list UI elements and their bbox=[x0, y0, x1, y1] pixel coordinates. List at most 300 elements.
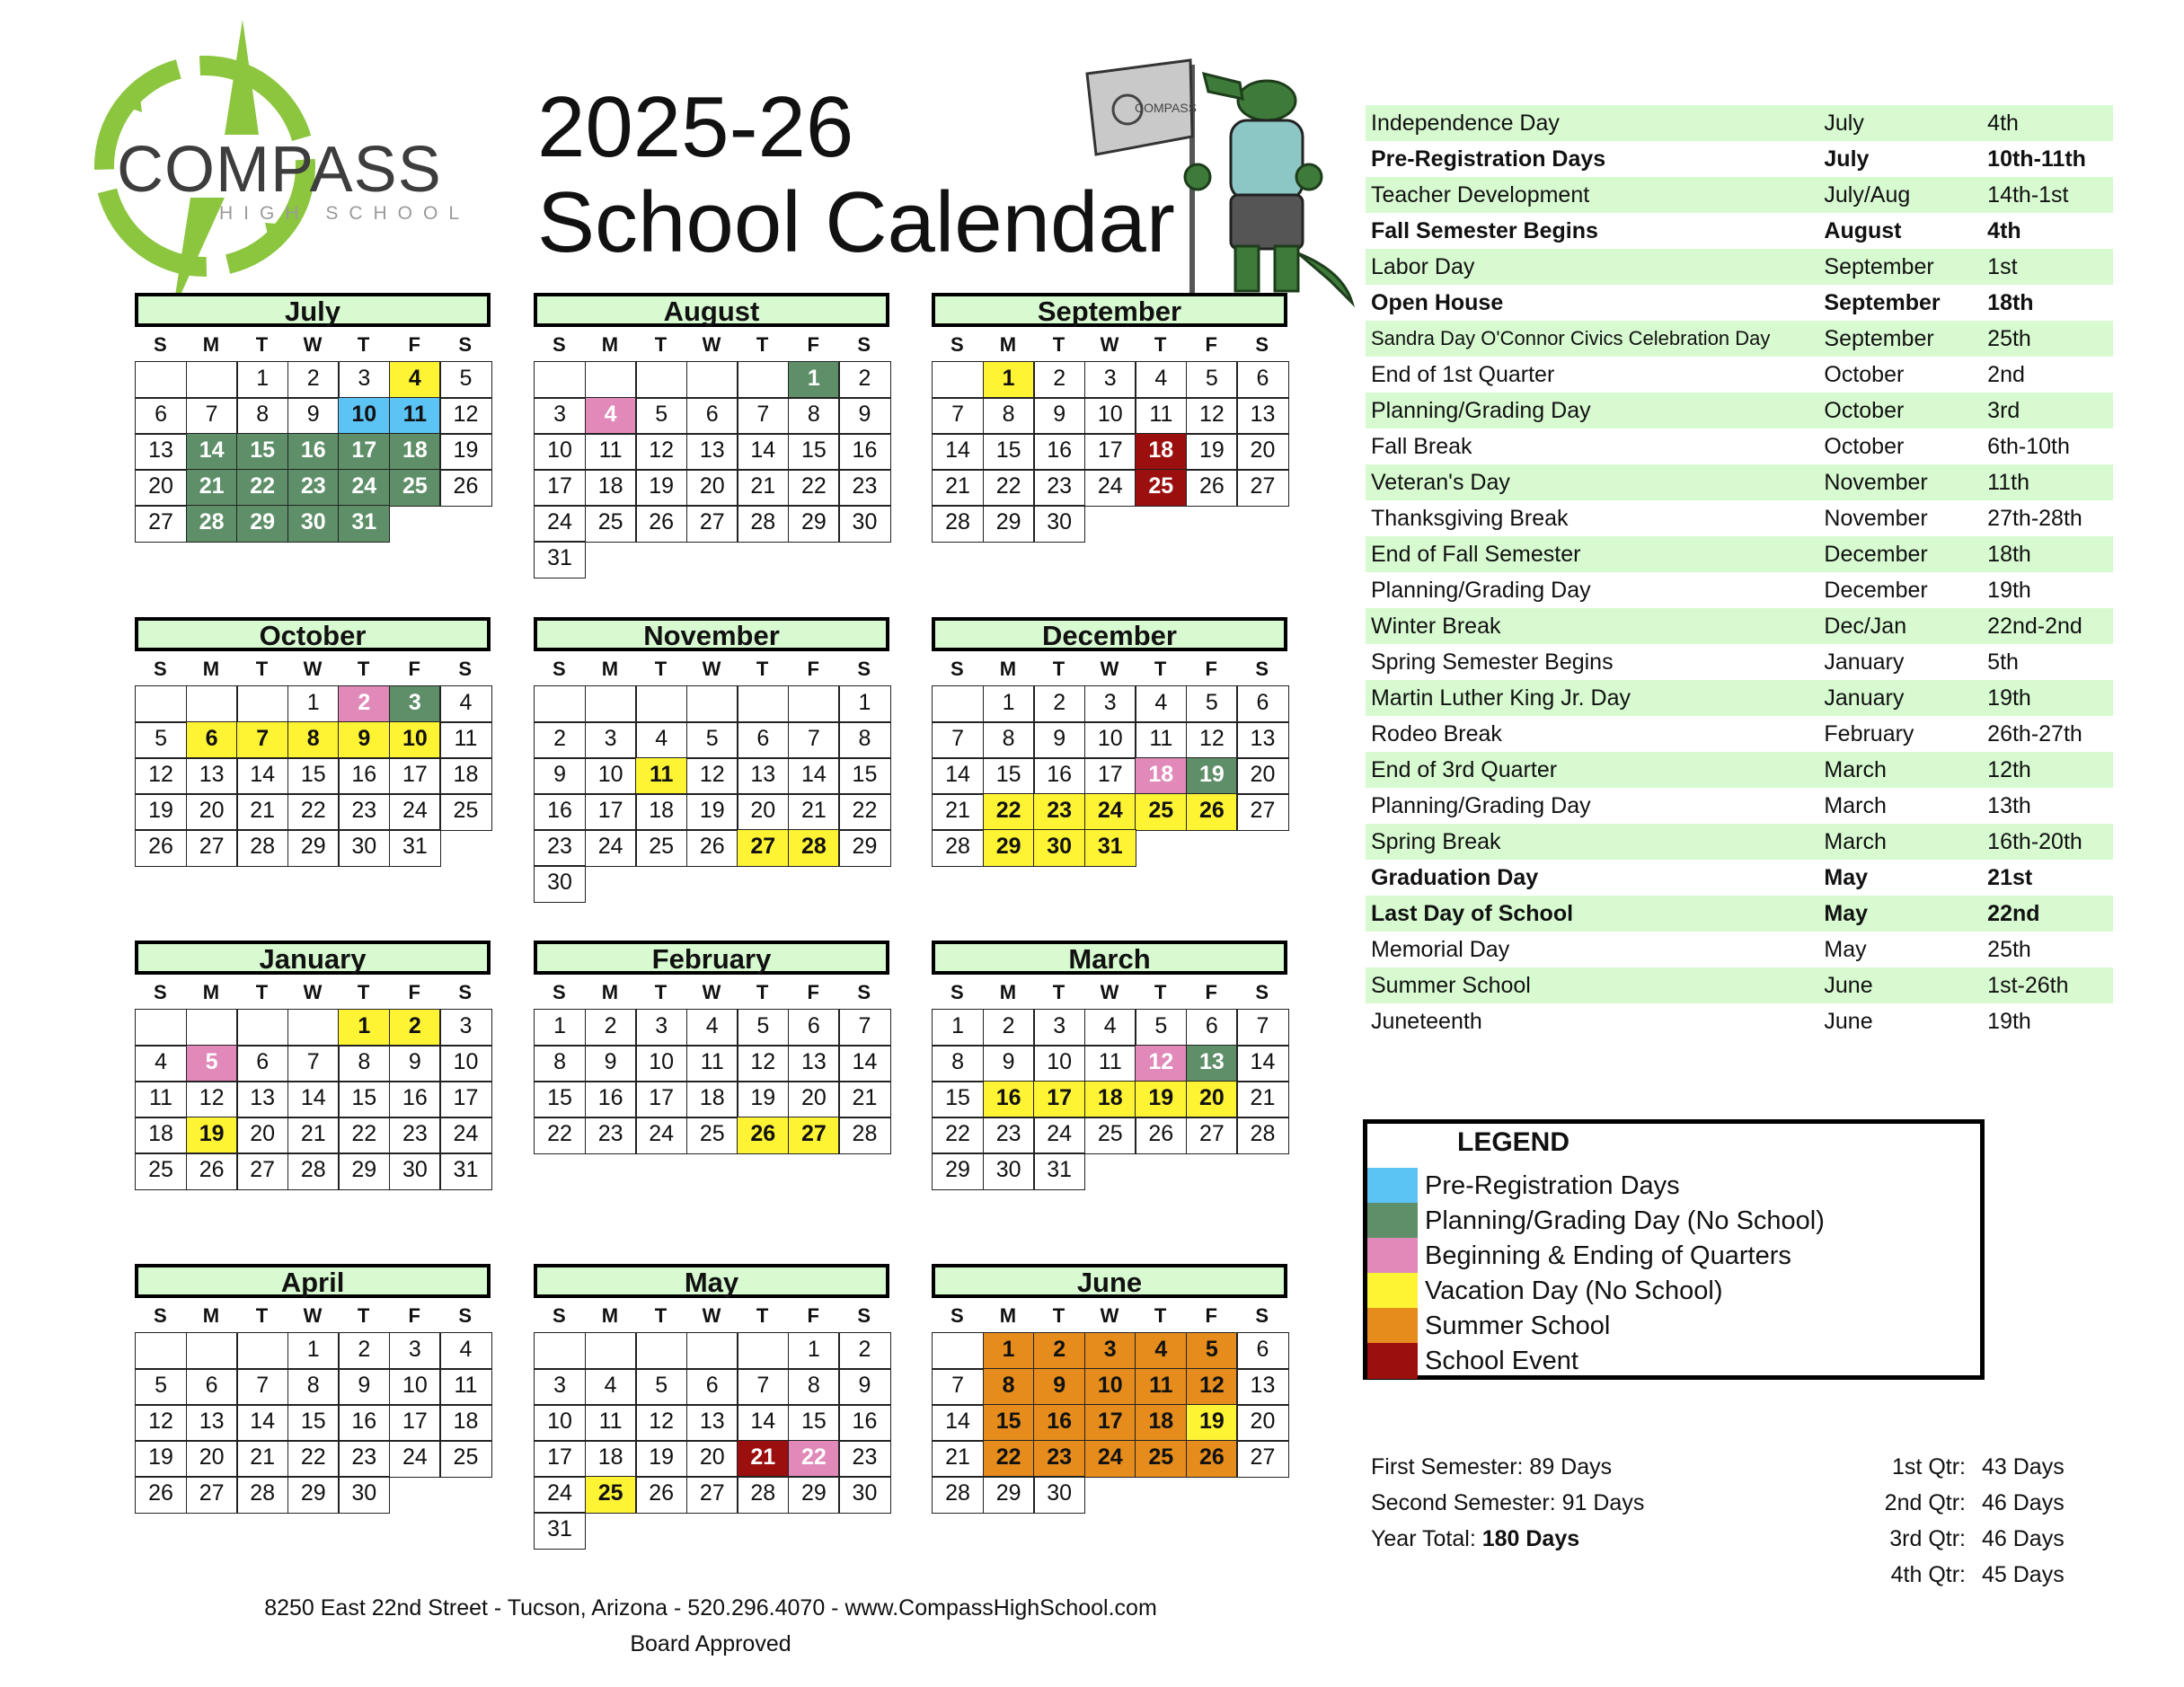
event-row bbox=[1366, 932, 2113, 967]
event-name: Pre-Registration Days bbox=[1371, 146, 1606, 172]
event-row bbox=[1366, 141, 2113, 177]
day-cell: 1 bbox=[788, 361, 840, 399]
calendar-title: School Calendar bbox=[537, 174, 1175, 270]
event-row bbox=[1366, 680, 2113, 716]
day-cell: 10 bbox=[338, 397, 390, 435]
month-header: September bbox=[932, 293, 1287, 327]
event-name: Independence Day bbox=[1371, 110, 1560, 136]
day-cell: 2 bbox=[838, 361, 890, 399]
day-cell: 27 bbox=[1236, 1440, 1288, 1478]
event-date: 25th bbox=[1987, 936, 2031, 962]
weekday-label: S bbox=[458, 1304, 473, 1327]
day-cell: 24 bbox=[534, 1476, 586, 1514]
day-cell: 13 bbox=[1236, 1368, 1288, 1406]
quarter-label: 2nd Qtr: bbox=[1884, 1490, 1966, 1515]
weekday-label: T bbox=[1052, 333, 1065, 356]
day-cell: 24 bbox=[1084, 1440, 1136, 1478]
day-cell: 26 bbox=[635, 1476, 687, 1514]
day-cell: 27 bbox=[1236, 793, 1288, 831]
weekday-label: T bbox=[1154, 981, 1167, 1003]
event-row bbox=[1366, 824, 2113, 860]
event-month: May bbox=[1824, 864, 1869, 890]
day-cell: 25 bbox=[1135, 793, 1187, 831]
day-cell: 2 bbox=[983, 1009, 1035, 1047]
weekday-label: F bbox=[408, 333, 420, 356]
event-row bbox=[1366, 357, 2113, 393]
day-cell: 5 bbox=[1186, 685, 1238, 723]
weekday-label: T bbox=[255, 333, 269, 356]
quarter-label: 1st Qtr: bbox=[1892, 1454, 1966, 1479]
day-cell: 10 bbox=[389, 721, 441, 759]
day-cell: 18 bbox=[439, 1404, 491, 1442]
legend-label: Summer School bbox=[1425, 1311, 1611, 1340]
blank-cell bbox=[236, 1009, 288, 1047]
day-cell: 30 bbox=[1033, 505, 1085, 543]
day-cell: 9 bbox=[338, 1368, 390, 1406]
day-cell: 26 bbox=[737, 1117, 789, 1154]
day-cell: 25 bbox=[1135, 469, 1187, 507]
event-month: July/Aug bbox=[1824, 181, 1911, 208]
legend-item bbox=[1367, 1273, 1723, 1309]
day-cell: 14 bbox=[737, 433, 789, 471]
event-name: End of 1st Quarter bbox=[1371, 361, 1555, 387]
day-cell: 23 bbox=[338, 793, 390, 831]
weekday-row bbox=[932, 976, 1287, 1009]
day-cell: 7 bbox=[932, 1368, 984, 1406]
event-month: March bbox=[1824, 756, 1887, 782]
event-date: 22nd bbox=[1987, 900, 2040, 926]
weekday-label: T bbox=[255, 1304, 269, 1327]
event-month: July bbox=[1824, 146, 1870, 172]
day-cell: 22 bbox=[534, 1117, 586, 1154]
weekday-label: S bbox=[458, 981, 473, 1003]
day-cell: 20 bbox=[236, 1117, 288, 1154]
event-date: 27th-28th bbox=[1987, 505, 2082, 531]
quarter-label: 4th Qtr: bbox=[1890, 1562, 1966, 1587]
event-row bbox=[1366, 716, 2113, 752]
day-cell: 24 bbox=[389, 793, 441, 831]
event-month: November bbox=[1824, 469, 1928, 495]
day-cell: 19 bbox=[635, 1440, 687, 1478]
day-cell: 14 bbox=[287, 1081, 340, 1118]
day-cell: 24 bbox=[439, 1117, 491, 1154]
event-name: Summer School bbox=[1371, 972, 1531, 998]
legend-item bbox=[1367, 1308, 1610, 1344]
legend-label: Vacation Day (No School) bbox=[1425, 1276, 1723, 1305]
day-cell: 29 bbox=[236, 505, 288, 543]
day-cell: 19 bbox=[1186, 757, 1238, 795]
board-approved-note: Board Approved bbox=[630, 1631, 791, 1656]
event-date: 11th bbox=[1987, 469, 2029, 495]
event-row bbox=[1366, 752, 2113, 788]
day-cell: 17 bbox=[534, 469, 586, 507]
day-cell: 9 bbox=[838, 397, 890, 435]
legend-label: Planning/Grading Day (No School) bbox=[1425, 1206, 1825, 1235]
day-cell: 2 bbox=[585, 1009, 637, 1047]
day-cell: 29 bbox=[287, 829, 340, 867]
day-cell: 14 bbox=[186, 433, 238, 471]
day-cell: 21 bbox=[186, 469, 238, 507]
day-cell: 3 bbox=[635, 1009, 687, 1047]
weekday-label: T bbox=[756, 658, 769, 680]
day-cell: 14 bbox=[737, 1404, 789, 1442]
quarter-days-value: 46 Days bbox=[1982, 1490, 2065, 1515]
weekday-label: S bbox=[950, 981, 964, 1003]
day-cell: 28 bbox=[932, 829, 984, 867]
month-header: June bbox=[932, 1264, 1287, 1298]
day-grid bbox=[534, 685, 889, 901]
day-cell: 2 bbox=[389, 1009, 441, 1047]
day-cell: 27 bbox=[1236, 469, 1288, 507]
event-row bbox=[1366, 105, 2113, 141]
weekday-label: S bbox=[458, 658, 473, 680]
day-cell: 13 bbox=[135, 433, 187, 471]
weekday-row bbox=[534, 329, 889, 361]
month-header: August bbox=[534, 293, 889, 327]
day-cell: 20 bbox=[737, 793, 789, 831]
day-cell: 28 bbox=[236, 829, 288, 867]
day-cell: 31 bbox=[338, 505, 390, 543]
blank-cell bbox=[686, 685, 738, 723]
day-cell: 10 bbox=[1084, 721, 1136, 759]
weekday-label: F bbox=[1205, 333, 1217, 356]
day-cell: 17 bbox=[389, 757, 441, 795]
day-cell: 22 bbox=[983, 793, 1035, 831]
legend-label: Beginning & Ending of Quarters bbox=[1425, 1241, 1791, 1270]
day-cell: 7 bbox=[788, 721, 840, 759]
day-cell: 7 bbox=[932, 397, 984, 435]
day-cell: 23 bbox=[983, 1117, 1035, 1154]
event-month: Dec/Jan bbox=[1824, 613, 1907, 639]
day-cell: 14 bbox=[932, 757, 984, 795]
day-cell: 20 bbox=[1236, 433, 1288, 471]
weekday-label: W bbox=[303, 333, 323, 356]
day-cell: 6 bbox=[737, 721, 789, 759]
day-cell: 21 bbox=[287, 1117, 340, 1154]
event-row bbox=[1366, 572, 2113, 608]
day-cell: 16 bbox=[287, 433, 340, 471]
event-month: January bbox=[1824, 685, 1905, 711]
day-cell: 12 bbox=[1135, 1045, 1187, 1082]
day-cell: 30 bbox=[838, 505, 890, 543]
event-row bbox=[1366, 788, 2113, 824]
second-semester-days: Second Semester: 91 Days bbox=[1371, 1490, 1645, 1515]
day-cell: 30 bbox=[389, 1153, 441, 1190]
day-cell: 13 bbox=[186, 757, 238, 795]
day-cell: 11 bbox=[1135, 1368, 1187, 1406]
weekday-label: F bbox=[807, 1304, 819, 1327]
day-cell: 17 bbox=[534, 1440, 586, 1478]
day-cell: 1 bbox=[983, 361, 1035, 399]
blank-cell bbox=[534, 1332, 586, 1370]
month-june bbox=[932, 1264, 1287, 1512]
day-cell: 26 bbox=[1186, 793, 1238, 831]
day-cell: 24 bbox=[1084, 469, 1136, 507]
event-name: Spring Semester Begins bbox=[1371, 649, 1614, 675]
day-cell: 15 bbox=[983, 757, 1035, 795]
day-cell: 9 bbox=[1033, 1368, 1085, 1406]
day-cell: 24 bbox=[635, 1117, 687, 1154]
blank-cell bbox=[236, 685, 288, 723]
day-cell: 6 bbox=[135, 397, 187, 435]
event-date: 13th bbox=[1987, 792, 2031, 818]
day-cell: 22 bbox=[788, 469, 840, 507]
blank-cell bbox=[932, 1332, 984, 1370]
day-grid bbox=[534, 1009, 889, 1153]
day-cell: 19 bbox=[135, 793, 187, 831]
day-cell: 21 bbox=[838, 1081, 890, 1118]
day-cell: 12 bbox=[186, 1081, 238, 1118]
weekday-label: M bbox=[999, 981, 1017, 1003]
day-cell: 25 bbox=[1084, 1117, 1136, 1154]
day-cell: 15 bbox=[236, 433, 288, 471]
day-cell: 12 bbox=[439, 397, 491, 435]
day-grid bbox=[932, 361, 1287, 541]
legend-item bbox=[1367, 1168, 1680, 1204]
day-cell: 5 bbox=[1135, 1009, 1187, 1047]
event-month: May bbox=[1824, 936, 1867, 962]
day-cell: 9 bbox=[534, 757, 586, 795]
day-cell: 10 bbox=[1084, 1368, 1136, 1406]
event-row bbox=[1366, 285, 2113, 321]
weekday-row bbox=[135, 329, 491, 361]
day-cell: 7 bbox=[186, 397, 238, 435]
blank-cell bbox=[534, 361, 586, 399]
day-cell: 13 bbox=[186, 1404, 238, 1442]
day-cell: 10 bbox=[389, 1368, 441, 1406]
month-march bbox=[932, 941, 1287, 1188]
legend-swatch bbox=[1367, 1343, 1418, 1379]
weekday-label: W bbox=[303, 981, 323, 1003]
day-cell: 4 bbox=[389, 361, 441, 399]
day-cell: 9 bbox=[1033, 397, 1085, 435]
weekday-label: T bbox=[255, 658, 269, 680]
day-cell: 8 bbox=[788, 1368, 840, 1406]
logo-wordmark: COMPASS bbox=[117, 134, 442, 206]
day-cell: 22 bbox=[788, 1440, 840, 1478]
legend-swatch bbox=[1367, 1168, 1418, 1204]
event-date: 3rd bbox=[1987, 397, 2020, 423]
weekday-label: S bbox=[857, 981, 871, 1003]
weekday-row bbox=[932, 329, 1287, 361]
day-cell: 20 bbox=[1236, 1404, 1288, 1442]
blank-cell bbox=[135, 1009, 187, 1047]
day-cell: 21 bbox=[236, 793, 288, 831]
day-cell: 27 bbox=[186, 1476, 238, 1514]
event-month: November bbox=[1824, 505, 1928, 531]
day-cell: 5 bbox=[135, 721, 187, 759]
day-cell: 25 bbox=[585, 505, 637, 543]
day-cell: 27 bbox=[686, 1476, 738, 1514]
event-row bbox=[1366, 1003, 2113, 1039]
day-cell: 20 bbox=[186, 1440, 238, 1478]
day-cell: 5 bbox=[186, 1045, 238, 1082]
day-cell: 3 bbox=[534, 1368, 586, 1406]
quarter-days-value: 45 Days bbox=[1982, 1562, 2065, 1587]
event-month: May bbox=[1824, 900, 1869, 926]
day-grid bbox=[932, 1009, 1287, 1188]
event-month: March bbox=[1824, 792, 1887, 818]
day-cell: 1 bbox=[932, 1009, 984, 1047]
event-month: October bbox=[1824, 433, 1905, 459]
day-cell: 15 bbox=[983, 1404, 1035, 1442]
weekday-label: T bbox=[1052, 981, 1065, 1003]
day-cell: 12 bbox=[1186, 397, 1238, 435]
blank-cell bbox=[635, 361, 687, 399]
day-cell: 6 bbox=[1236, 1332, 1288, 1370]
event-name: End of Fall Semester bbox=[1371, 541, 1581, 567]
day-cell: 17 bbox=[1084, 757, 1136, 795]
weekday-label: M bbox=[999, 1304, 1017, 1327]
event-row bbox=[1366, 536, 2113, 572]
day-cell: 9 bbox=[585, 1045, 637, 1082]
day-cell: 12 bbox=[1186, 721, 1238, 759]
day-cell: 28 bbox=[1236, 1117, 1288, 1154]
flag-text: COMPASS bbox=[1135, 101, 1197, 115]
event-month: September bbox=[1824, 253, 1934, 279]
event-date: 18th bbox=[1987, 541, 2031, 567]
event-date: 12th bbox=[1987, 756, 2031, 782]
event-date: 6th-10th bbox=[1987, 433, 2070, 459]
weekday-label: W bbox=[702, 333, 721, 356]
event-name: Fall Break bbox=[1371, 433, 1472, 459]
blank-cell bbox=[737, 685, 789, 723]
event-month: December bbox=[1824, 577, 1928, 603]
event-row bbox=[1366, 321, 2113, 357]
day-cell: 23 bbox=[838, 469, 890, 507]
day-cell: 12 bbox=[135, 1404, 187, 1442]
day-cell: 24 bbox=[389, 1440, 441, 1478]
day-cell: 3 bbox=[585, 721, 637, 759]
day-cell: 5 bbox=[737, 1009, 789, 1047]
day-cell: 7 bbox=[287, 1045, 340, 1082]
weekday-label: S bbox=[1255, 333, 1269, 356]
day-cell: 28 bbox=[737, 505, 789, 543]
day-grid bbox=[135, 361, 491, 541]
day-cell: 12 bbox=[737, 1045, 789, 1082]
day-grid bbox=[135, 685, 491, 865]
event-row bbox=[1366, 860, 2113, 896]
day-cell: 26 bbox=[135, 1476, 187, 1514]
day-cell: 15 bbox=[788, 1404, 840, 1442]
day-cell: 21 bbox=[788, 793, 840, 831]
day-cell: 4 bbox=[439, 1332, 491, 1370]
day-cell: 24 bbox=[1084, 793, 1136, 831]
calendar-year: 2025-26 bbox=[537, 79, 854, 175]
event-date: 18th bbox=[1987, 289, 2034, 315]
event-row bbox=[1366, 177, 2113, 213]
day-cell: 2 bbox=[1033, 361, 1085, 399]
month-header: July bbox=[135, 293, 491, 327]
day-cell: 8 bbox=[838, 721, 890, 759]
events-table bbox=[1366, 105, 2113, 1039]
weekday-row bbox=[932, 653, 1287, 685]
day-cell: 15 bbox=[788, 433, 840, 471]
day-cell: 4 bbox=[135, 1045, 187, 1082]
day-cell: 13 bbox=[1236, 721, 1288, 759]
weekday-label: M bbox=[601, 1304, 619, 1327]
day-cell: 23 bbox=[838, 1440, 890, 1478]
weekday-label: T bbox=[1052, 1304, 1065, 1327]
weekday-label: T bbox=[357, 333, 370, 356]
weekday-label: W bbox=[1100, 1304, 1119, 1327]
day-cell: 8 bbox=[236, 397, 288, 435]
day-cell: 1 bbox=[983, 685, 1035, 723]
event-month: August bbox=[1824, 217, 1902, 243]
day-cell: 7 bbox=[236, 721, 288, 759]
day-cell: 21 bbox=[236, 1440, 288, 1478]
day-cell: 27 bbox=[135, 505, 187, 543]
legend-item bbox=[1367, 1203, 1825, 1239]
day-cell: 20 bbox=[1186, 1081, 1238, 1118]
day-cell: 11 bbox=[1135, 721, 1187, 759]
day-cell: 9 bbox=[287, 397, 340, 435]
month-january bbox=[135, 941, 491, 1188]
day-cell: 1 bbox=[236, 361, 288, 399]
event-date: 2nd bbox=[1987, 361, 2025, 387]
day-cell: 13 bbox=[788, 1045, 840, 1082]
day-cell: 10 bbox=[534, 433, 586, 471]
day-cell: 25 bbox=[585, 1476, 637, 1514]
event-row bbox=[1366, 428, 2113, 464]
day-cell: 31 bbox=[1084, 829, 1136, 867]
event-date: 5th bbox=[1987, 649, 2019, 675]
day-cell: 21 bbox=[737, 469, 789, 507]
day-cell: 13 bbox=[236, 1081, 288, 1118]
day-cell: 7 bbox=[932, 721, 984, 759]
blank-cell bbox=[635, 1332, 687, 1370]
blank-cell bbox=[686, 361, 738, 399]
day-cell: 28 bbox=[287, 1153, 340, 1190]
weekday-label: M bbox=[601, 981, 619, 1003]
event-date: 1st bbox=[1987, 253, 2018, 279]
day-cell: 4 bbox=[1135, 361, 1187, 399]
month-february bbox=[534, 941, 889, 1153]
day-cell: 16 bbox=[389, 1081, 441, 1118]
day-cell: 15 bbox=[534, 1081, 586, 1118]
alligator-mascot bbox=[1083, 56, 1357, 312]
day-cell: 1 bbox=[534, 1009, 586, 1047]
day-cell: 9 bbox=[1033, 721, 1085, 759]
weekday-label: T bbox=[1052, 658, 1065, 680]
day-cell: 3 bbox=[1033, 1009, 1085, 1047]
weekday-label: S bbox=[1255, 1304, 1269, 1327]
quarter-days-value: 46 Days bbox=[1982, 1526, 2065, 1551]
weekday-label: T bbox=[756, 981, 769, 1003]
quarter-label: 3rd Qtr: bbox=[1889, 1526, 1966, 1551]
day-cell: 13 bbox=[737, 757, 789, 795]
day-cell: 3 bbox=[389, 685, 441, 723]
day-cell: 29 bbox=[287, 1476, 340, 1514]
day-cell: 26 bbox=[1186, 1440, 1238, 1478]
day-cell: 18 bbox=[585, 469, 637, 507]
weekday-label: W bbox=[702, 1304, 721, 1327]
day-cell: 15 bbox=[287, 757, 340, 795]
day-cell: 2 bbox=[338, 1332, 390, 1370]
day-cell: 19 bbox=[186, 1117, 238, 1154]
weekday-label: S bbox=[153, 1304, 167, 1327]
blank-cell bbox=[585, 1332, 637, 1370]
day-cell: 18 bbox=[686, 1081, 738, 1118]
weekday-row bbox=[135, 653, 491, 685]
day-cell: 21 bbox=[737, 1440, 789, 1478]
day-cell: 17 bbox=[635, 1081, 687, 1118]
day-cell: 15 bbox=[838, 757, 890, 795]
day-cell: 29 bbox=[338, 1153, 390, 1190]
day-cell: 4 bbox=[585, 397, 637, 435]
day-cell: 4 bbox=[585, 1368, 637, 1406]
day-cell: 22 bbox=[287, 1440, 340, 1478]
